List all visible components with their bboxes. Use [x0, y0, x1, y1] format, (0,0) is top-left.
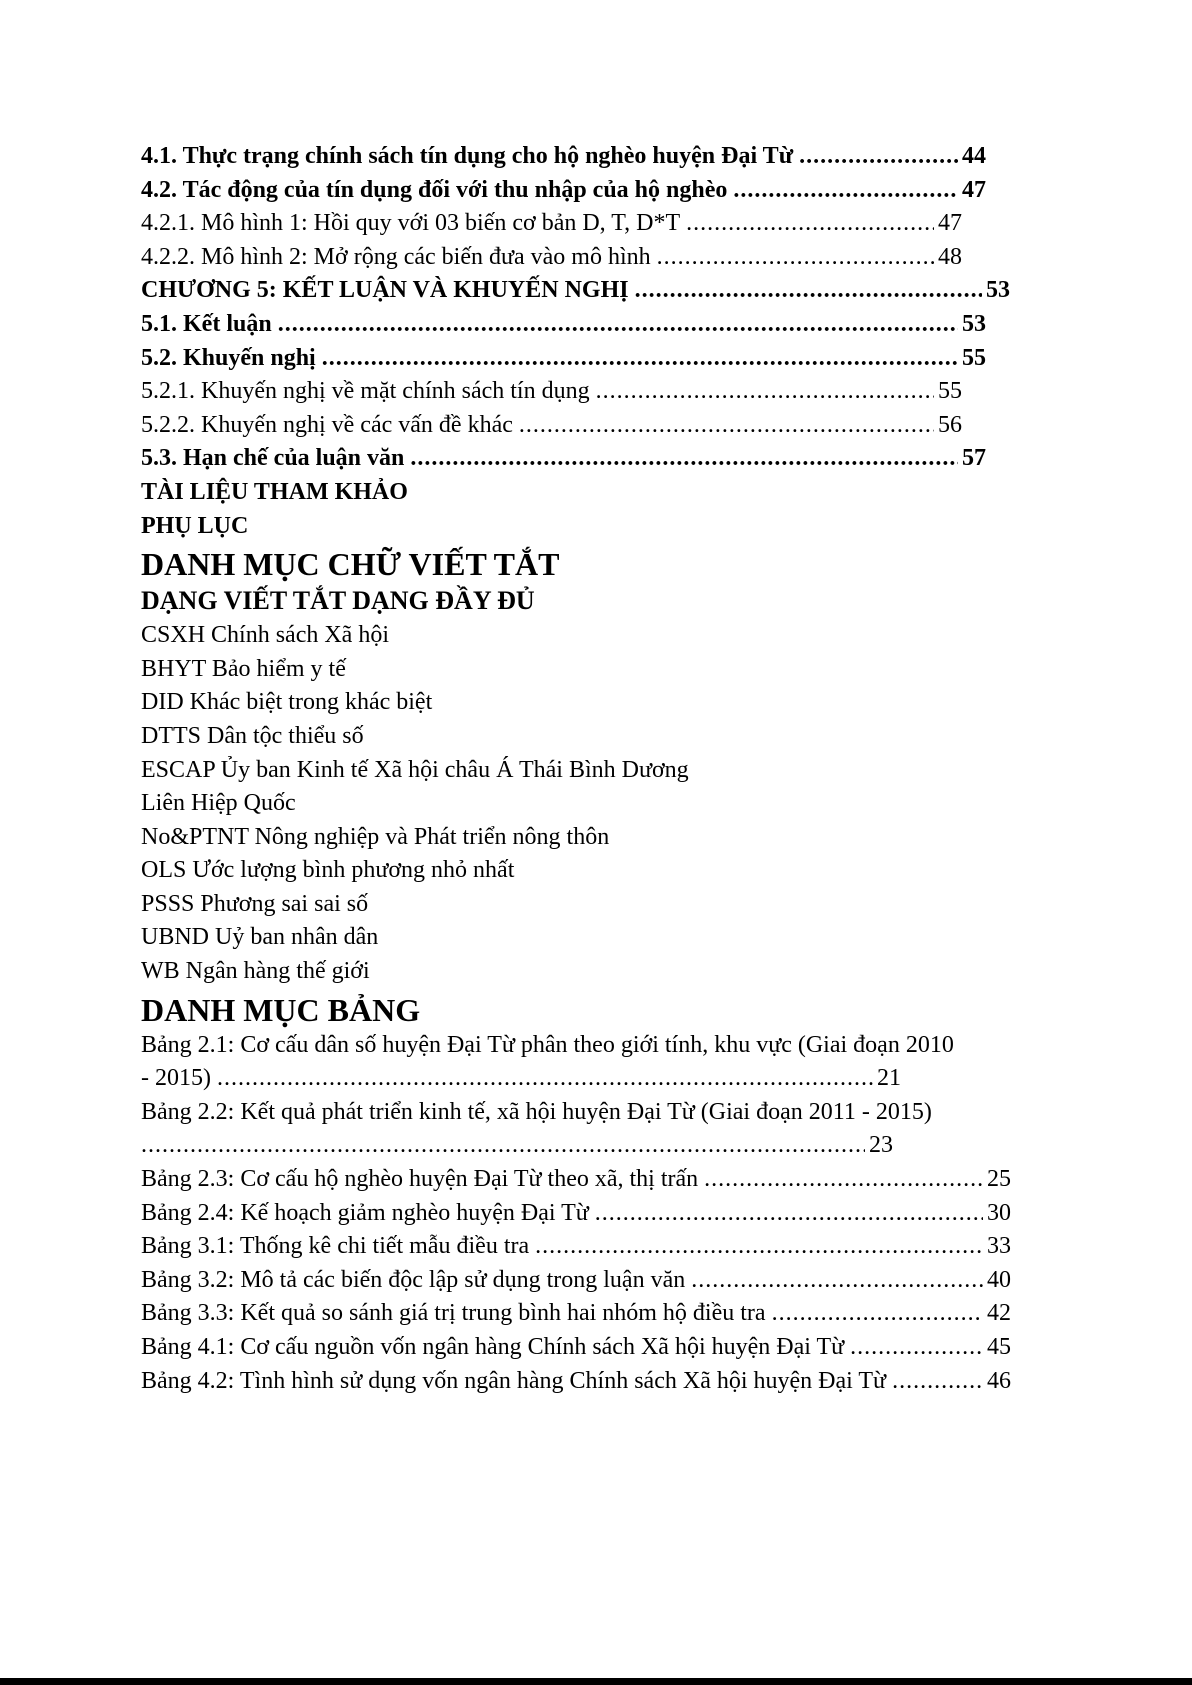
abbreviation-item: No&PTNT Nông nghiệp và Phát triển nông thôn [141, 823, 610, 850]
table-entry [141, 1197, 1011, 1231]
table-entry [141, 1264, 1011, 1298]
table-entry-page: 42 [987, 1300, 1011, 1327]
abbreviation-item: ESCAP Ủy ban Kinh tế Xã hội châu Á Thái Bình Dương [141, 756, 689, 783]
table-entry-title: Bảng 4.2: Tình hình sử dụng vốn ngân hàng Chính sách Xã hội huyện Đại Từ [141, 1367, 887, 1394]
table-entry [141, 1163, 1011, 1197]
toc-entry-page: 44 [962, 143, 986, 169]
table-entry-line: Bảng 2.2: Kết quả phát triển kinh tế, xã hội huyện Đại Từ (Giai đoạn 2011 - 2015) [141, 1098, 932, 1125]
table-entry-page: 21 [877, 1065, 901, 1092]
document-page [141, 140, 1011, 1398]
table-entry [141, 1365, 1011, 1399]
table-entry-title: Bảng 4.1: Cơ cấu nguồn vốn ngân hàng Chính sách Xã hội huyện Đại Từ [141, 1334, 845, 1360]
table-entry-line: Bảng 2.1: Cơ cấu dân số huyện Đại Từ phân theo giới tính, khu vực (Giai đoạn 2010 [141, 1031, 954, 1058]
toc-entry-page: 47 [962, 176, 986, 203]
toc-entry [141, 207, 962, 241]
abbreviation-item: CSXH Chính sách Xã hội [141, 622, 389, 649]
toc-entry [141, 342, 986, 376]
table-entry [141, 1129, 893, 1163]
abbreviation-item: PSSS Phương sai sai số [141, 890, 369, 917]
toc-entry-page: 53 [962, 310, 986, 337]
toc-entry-page: 48 [938, 243, 962, 270]
table-entry [141, 1331, 1011, 1365]
toc-entry [141, 174, 986, 208]
toc-entry [141, 274, 1010, 308]
toc-entry [141, 140, 986, 174]
abbreviation-item: Liên Hiệp Quốc [141, 790, 296, 817]
references-heading: TÀI LIỆU THAM KHẢO [141, 478, 408, 505]
toc-entry [141, 442, 986, 476]
table-entry-title: Bảng 3.3: Kết quả so sánh giá trị trung bình hai nhóm hộ điều tra [141, 1300, 766, 1327]
abbreviation-item: DID Khác biệt trong khác biệt [141, 689, 433, 716]
toc-entry-title: 4.2. Tác động của tín dụng đối với thu nhập của hộ nghèo [141, 176, 728, 203]
abbreviation-item: DTTS Dân tộc thiểu số [141, 722, 364, 749]
table-entry-title: Bảng 2.3: Cơ cấu hộ nghèo huyện Đại Từ theo xã, thị trấn [141, 1166, 699, 1193]
toc-entry-page: 55 [962, 344, 986, 371]
toc-entry [141, 409, 962, 443]
table-entry-title: - 2015) [141, 1065, 211, 1092]
toc-entry [141, 241, 962, 275]
table-entry [141, 1062, 901, 1096]
table-entry-page: 33 [987, 1233, 1011, 1260]
toc-entry [141, 375, 962, 409]
tables-title: DANH MỤC BẢNG [141, 991, 421, 1028]
toc-entry-page: 56 [938, 411, 962, 438]
toc-entry-page: 47 [938, 210, 962, 237]
toc-entry-page: 55 [938, 378, 962, 405]
table-entry [141, 1297, 1011, 1331]
toc-entry-title: 5.2.1. Khuyến nghị về mặt chính sách tín dụng [141, 378, 590, 405]
page-bottom-edge [0, 1678, 1192, 1685]
abbreviation-item: WB Ngân hàng thế giới [141, 958, 370, 985]
toc-entry-title: 4.1. Thực trạng chính sách tín dụng cho hộ nghèo huyện Đại Từ [141, 143, 794, 169]
toc-entry [141, 308, 986, 342]
toc-entry-title: CHƯƠNG 5: KẾT LUẬN VÀ KHUYẾN NGHỊ [141, 277, 629, 304]
table-entry-page: 25 [987, 1166, 1011, 1193]
table-entry-page: 30 [987, 1199, 1011, 1226]
table-entry-title: Bảng 3.2: Mô tả các biến độc lập sử dụng trong luận văn [141, 1266, 686, 1293]
toc-entry-title: 5.1. Kết luận [141, 310, 272, 337]
toc-entry-page: 53 [986, 277, 1010, 304]
table-entry-page: 23 [869, 1132, 893, 1159]
toc-entry-title: 5.3. Hạn chế của luận văn [141, 445, 405, 472]
toc-entry-title: 5.2.2. Khuyến nghị về các vấn đề khác [141, 411, 513, 438]
abbreviations-header: DẠNG VIẾT TẮT DẠNG ĐẦY ĐỦ [141, 586, 535, 616]
abbreviations-title: DANH MỤC CHỮ VIẾT TẮT [141, 546, 560, 583]
table-entry-title: Bảng 3.1: Thống kê chi tiết mẫu điều tra [141, 1233, 530, 1260]
table-entry-page: 46 [987, 1367, 1011, 1394]
table-entry-page: 45 [987, 1334, 1011, 1360]
table-entry [141, 1230, 1011, 1264]
appendix-heading: PHỤ LỤC [141, 512, 249, 539]
abbreviation-item: UBND Uỷ ban nhân dân [141, 924, 379, 951]
toc-entry-title: 5.2. Khuyến nghị [141, 344, 316, 371]
toc-entry-page: 57 [962, 445, 986, 472]
abbreviation-item: BHYT Bảo hiểm y tế [141, 655, 346, 682]
table-entry-page: 40 [987, 1266, 1011, 1293]
abbreviation-item: OLS Ước lượng bình phương nhỏ nhất [141, 857, 515, 884]
toc-entry-title: 4.2.2. Mô hình 2: Mở rộng các biến đưa vào mô hình [141, 243, 651, 270]
toc-entry-title: 4.2.1. Mô hình 1: Hồi quy với 03 biến cơ bản D, T, D*T [141, 210, 681, 237]
table-entry-title: Bảng 2.4: Kế hoạch giảm nghèo huyện Đại Từ [141, 1199, 589, 1226]
